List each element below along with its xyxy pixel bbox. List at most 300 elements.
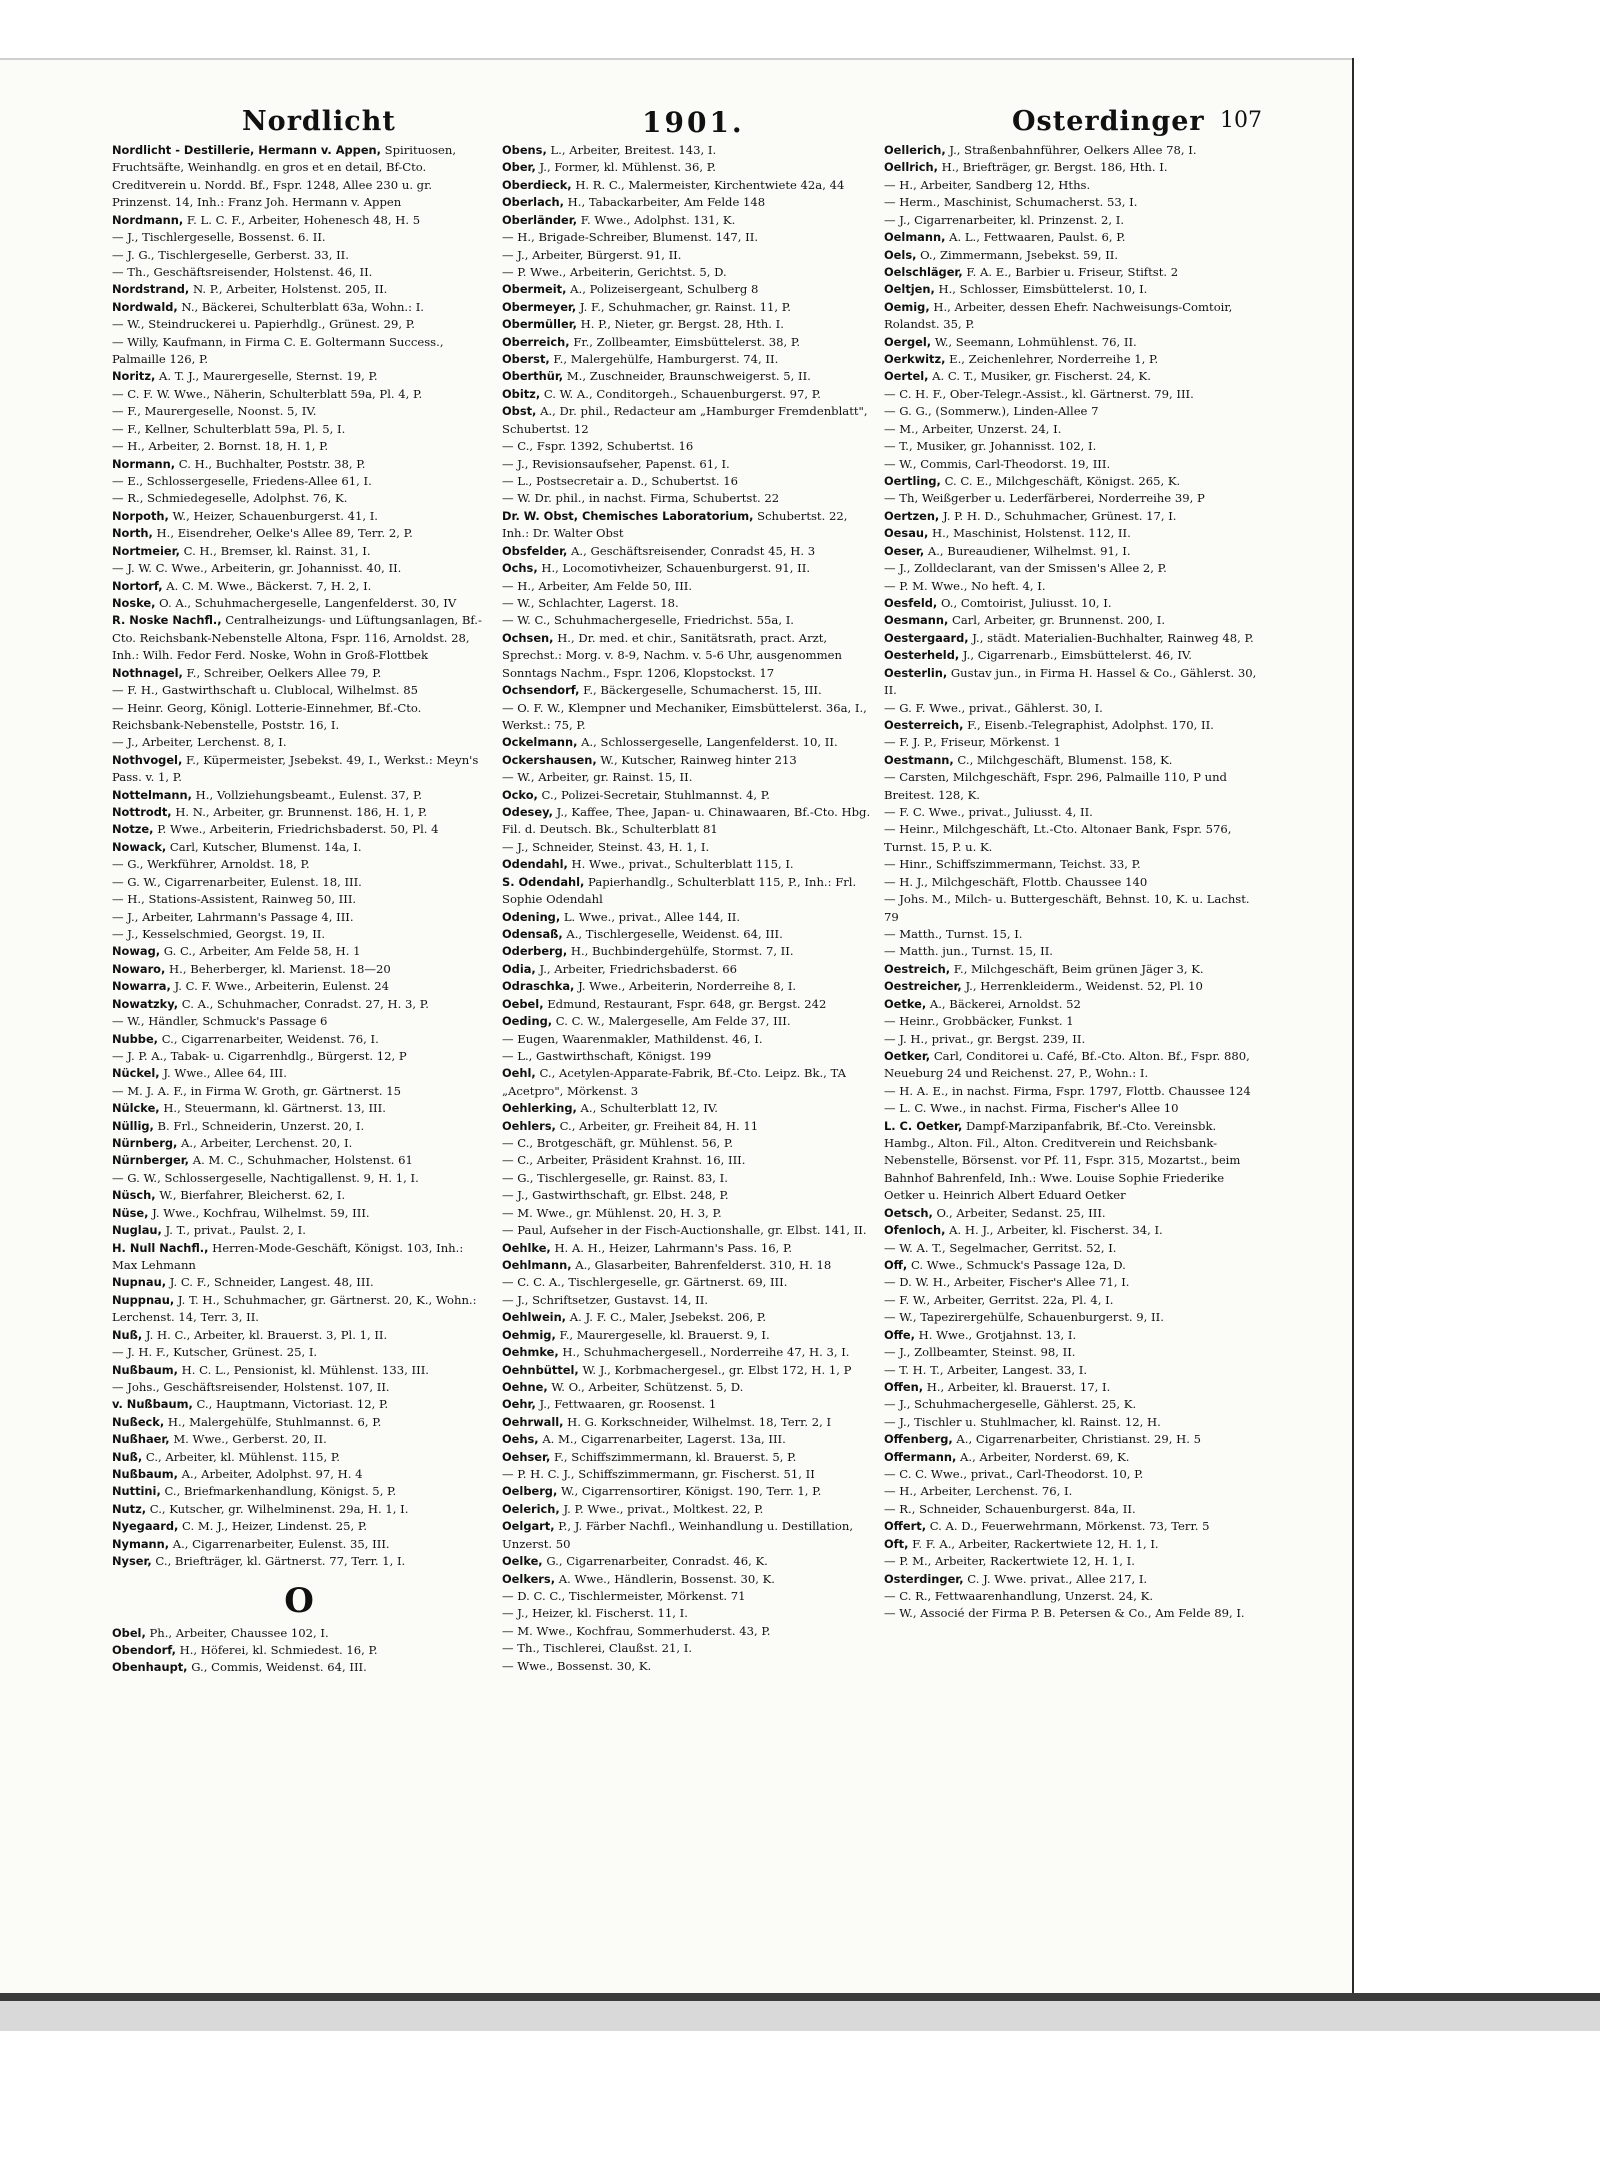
entry-details: H. C. L., Pensionist, kl. Mühlenst. 133, III. xyxy=(181,1362,429,1377)
entry-details: H., Höferei, kl. Schmiedest. 16, P. xyxy=(179,1643,378,1658)
entry-name: Oelerich, xyxy=(502,1501,560,1516)
entry-details: — J., Tischler u. Stuhlmacher, kl. Rainst. 12, H. xyxy=(884,1414,1161,1429)
entry-details: H. R. C., Malermeister, Kirchentwiete 42a, 44 xyxy=(575,177,845,192)
directory-entry xyxy=(502,194,876,211)
entry-name: Oberlach, xyxy=(502,195,564,210)
directory-entry xyxy=(502,787,876,804)
directory-entry xyxy=(112,264,486,281)
directory-entry xyxy=(502,229,876,246)
entry-name: Oehnbüttel, xyxy=(502,1362,579,1377)
directory-entry xyxy=(884,821,1258,856)
entry-details: O., Comtoirist, Juliusst. 10, I. xyxy=(940,595,1112,610)
entry-details: — M. Wwe., Kochfrau, Sommerhuderst. 43, P. xyxy=(502,1623,771,1638)
directory-entry xyxy=(502,874,876,909)
directory-entry xyxy=(884,1501,1258,1518)
directory-entry xyxy=(502,1588,876,1605)
directory-entry xyxy=(112,682,486,699)
entry-details: — G. F. Wwe., privat., Gählerst. 30, I. xyxy=(884,700,1103,715)
directory-entry xyxy=(884,247,1258,264)
entry-details: H. A. H., Heizer, Lahrmann's Pass. 16, P. xyxy=(554,1240,793,1255)
directory-entry xyxy=(884,665,1258,700)
entry-details: — P. Wwe., Arbeiterin, Gerichtst. 5, D. xyxy=(502,264,727,279)
directory-entry xyxy=(112,856,486,873)
entry-details: — M. Wwe., gr. Mühlenst. 20, H. 3, P. xyxy=(502,1205,722,1220)
directory-entry xyxy=(502,490,876,507)
entry-details: B. Frl., Schneiderin, Unzerst. 20, I. xyxy=(157,1118,365,1133)
entry-details: F., Bäckergeselle, Schumacherst. 15, III. xyxy=(583,683,822,698)
entry-name: Ochs, xyxy=(502,561,538,576)
entry-details: — J., Arbeiter, Lerchenst. 8, I. xyxy=(112,735,287,750)
entry-details: — Heinr. Georg, Königl. Lotterie-Einnehmer, Bf.-Cto. Reichsbank-Nebenstelle, Poststr. 16, I. xyxy=(112,700,422,732)
directory-entry xyxy=(112,1327,486,1344)
directory-entry xyxy=(884,752,1258,769)
directory-entry xyxy=(502,1309,876,1326)
directory-entry xyxy=(884,1414,1258,1431)
entry-details: — Herm., Maschinist, Schumacherst. 53, I. xyxy=(884,195,1138,210)
entry-details: H., Dr. med. et chir., Sanitätsrath, pract. Arzt, Sprechst.: Morg. v. 8-9, Nachm. v. 5-6 Uhr, ausgenommen Sonntags Nachm., Fspr. 1206, Klopstockst. 17 xyxy=(502,630,842,680)
entry-name: Nowag, xyxy=(112,944,161,959)
entry-details: — F. H., Gastwirthschaft u. Clublocal, Wilhelmst. 85 xyxy=(112,683,418,698)
entry-name: Oestergaard, xyxy=(884,630,969,645)
directory-entry xyxy=(112,368,486,385)
entry-name: Odening, xyxy=(502,909,561,924)
entry-name: v. Nußbaum, xyxy=(112,1397,193,1412)
entry-name: Nülcke, xyxy=(112,1101,160,1116)
entry-details: J. Wwe., Kochfrau, Wilhelmst. 59, III. xyxy=(152,1205,370,1220)
directory-entry xyxy=(502,159,876,176)
directory-entry xyxy=(884,1553,1258,1570)
entry-name: Odensaß, xyxy=(502,926,563,941)
directory-entry xyxy=(502,978,876,995)
entry-details: Gustav jun., in Firma H. Hassel & Co., Gählerst. 30, II. xyxy=(884,665,1257,698)
entry-details: H. G. Korkschneider, Wilhelmst. 18, Terr. 2, I xyxy=(567,1414,832,1429)
directory-entry xyxy=(502,996,876,1013)
entry-name: Oeser, xyxy=(884,543,925,558)
entry-details: — C., Arbeiter, Präsident Krahnst. 16, III. xyxy=(502,1153,746,1168)
entry-name: Offenberg, xyxy=(884,1432,953,1447)
directory-entry xyxy=(884,1274,1258,1291)
entry-details: — M. J. A. F., in Firma W. Groth, gr. Gärtnerst. 15 xyxy=(112,1083,401,1098)
directory-entry xyxy=(884,612,1258,629)
directory-entry xyxy=(502,456,876,473)
entry-details: — D. C. C., Tischlermeister, Mörkenst. 71 xyxy=(502,1589,746,1604)
entry-details: — Th., Tischlerei, Claußst. 21, I. xyxy=(502,1641,693,1656)
entry-name: Oesmann, xyxy=(884,613,949,628)
directory-entry xyxy=(502,752,876,769)
entry-details: J., Former, kl. Mühlenst. 36, P. xyxy=(539,160,716,175)
entry-name: Nowack, xyxy=(112,839,167,854)
directory-entry xyxy=(112,456,486,473)
directory-entry xyxy=(884,543,1258,560)
entry-details: — W. A. T., Segelmacher, Gerritst. 52, I. xyxy=(884,1240,1117,1255)
entry-name: Normann, xyxy=(112,456,176,471)
entry-details: — Matth., Turnst. 15, I. xyxy=(884,926,1023,941)
entry-name: Nüse, xyxy=(112,1205,149,1220)
entry-details: P. Wwe., Arbeiterin, Friedrichsbaderst. 50, Pl. 4 xyxy=(157,822,439,837)
directory-entry xyxy=(884,1292,1258,1309)
entry-details: Dampf-Marzipanfabrik, Bf.-Cto. Vereinsbk. Hambg., Alton. Fil., Alton. Creditverein und Reichsbank-Nebenstelle, Börsenst. vor Pf. 11, Fspr. 315, Mozartst., beim Bahnhof Bahrenfeld, Inh.: Wwe. Louise Sophie Friederike Oetker u. Heinrich Albert Eduard Oetker xyxy=(884,1118,1241,1203)
entry-details: — H., Stations-Assistent, Rainweg 50, III. xyxy=(112,892,357,907)
directory-entry xyxy=(502,403,876,438)
entry-name: Obermüller, xyxy=(502,317,577,332)
directory-entry xyxy=(112,229,486,246)
entry-details: — J., Cigarrenarbeiter, kl. Prinzenst. 2, I. xyxy=(884,212,1125,227)
directory-entry xyxy=(884,1396,1258,1413)
directory-entry xyxy=(884,368,1258,385)
entry-name: Oelmann, xyxy=(884,230,946,245)
directory-entry xyxy=(884,1379,1258,1396)
entry-name: H. Null Nachfl., xyxy=(112,1240,209,1255)
entry-details: — J. W. C. Wwe., Arbeiterin, gr. Johannisst. 40, II. xyxy=(112,561,402,576)
entry-name: Obens, xyxy=(502,143,547,157)
directory-entry xyxy=(502,1344,876,1361)
directory-entry xyxy=(502,473,876,490)
entry-details: — Hinr., Schiffszimmermann, Teichst. 33, P. xyxy=(884,857,1141,872)
entry-name: Oesterlin, xyxy=(884,665,948,680)
entry-name: Oellrich, xyxy=(884,160,938,175)
directory-entry xyxy=(884,177,1258,194)
directory-entry xyxy=(502,316,876,333)
directory-entry xyxy=(112,247,486,264)
directory-entry xyxy=(884,630,1258,647)
entry-details: — W., Händler, Schmuck's Passage 6 xyxy=(112,1014,328,1029)
entry-details: — T. H. T., Arbeiter, Langest. 33, I. xyxy=(884,1362,1088,1377)
directory-entry xyxy=(884,1466,1258,1483)
directory-entry xyxy=(884,264,1258,281)
scan-bottom-margin xyxy=(0,2001,1600,2031)
directory-entry xyxy=(884,299,1258,334)
entry-details: — W. Dr. phil., in nachst. Firma, Schubertst. 22 xyxy=(502,491,780,506)
entry-details: C. M. J., Heizer, Lindenst. 25, P. xyxy=(182,1519,368,1534)
entry-details: A., Bäckerei, Arnoldst. 52 xyxy=(929,996,1081,1011)
directory-entry xyxy=(884,996,1258,1013)
entry-details: H. Wwe., Grotjahnst. 13, I. xyxy=(918,1327,1077,1342)
entry-name: Oehlke, xyxy=(502,1240,551,1255)
directory-entry xyxy=(884,194,1258,211)
directory-entry xyxy=(112,316,486,333)
directory-entry xyxy=(112,1292,486,1327)
entry-name: Nußeck, xyxy=(112,1414,165,1429)
entry-details: H., Tabackarbeiter, Am Felde 148 xyxy=(567,195,766,210)
directory-entry xyxy=(112,543,486,560)
entry-name: Nußbaum, xyxy=(112,1467,178,1482)
entry-details: — W., Tapezirergehülfe, Schauenburgerst. 9, II. xyxy=(884,1310,1164,1325)
directory-entry xyxy=(502,1257,876,1274)
entry-name: Ober, xyxy=(502,160,536,175)
directory-entry xyxy=(502,368,876,385)
entry-name: Oberdieck, xyxy=(502,177,572,192)
directory-entry xyxy=(502,334,876,351)
directory-entry xyxy=(502,1605,876,1622)
entry-details: C., Arbeiter, gr. Freiheit 84, H. 11 xyxy=(559,1118,759,1133)
directory-entry xyxy=(112,212,486,229)
entry-details: J. P. H. D., Schuhmacher, Grünest. 17, I. xyxy=(942,508,1177,523)
entry-details: J., Straßenbahnführer, Oelkers Allee 78, I. xyxy=(949,143,1197,157)
entry-details: — H. A. E., in nachst. Firma, Fspr. 1797, Flottb. Chaussee 124 xyxy=(884,1083,1251,1098)
entry-details: J. C. F., Schneider, Langest. 48, III. xyxy=(169,1275,374,1290)
entry-details: C. A., Schuhmacher, Conradst. 27, H. 3, P. xyxy=(181,996,429,1011)
entry-name: Oehrwall, xyxy=(502,1414,564,1429)
entry-details: — O. F. W., Klempner und Mechaniker, Eimsbüttelerst. 36a, I., Werkst.: 75, P. xyxy=(502,700,867,732)
entry-details: — Paul, Aufseher in der Fisch-Auctionshalle, gr. Elbst. 141, II. xyxy=(502,1223,867,1238)
entry-name: Nupnau, xyxy=(112,1275,167,1290)
entry-details: H., Locomotivheizer, Schauenburgerst. 91, II. xyxy=(541,561,811,576)
entry-details: J. Wwe., Allee 64, III. xyxy=(163,1066,287,1081)
directory-entry xyxy=(884,1327,1258,1344)
entry-details: — F. W., Arbeiter, Gerritst. 22a, Pl. 4, I. xyxy=(884,1292,1114,1307)
directory-entry xyxy=(112,421,486,438)
directory-entry xyxy=(112,142,486,212)
entry-details: C. H., Buchhalter, Poststr. 38, P. xyxy=(178,456,366,471)
entry-details: — Johs., Geschäftsreisender, Holstenst. 107, II. xyxy=(112,1379,390,1394)
directory-entry xyxy=(884,961,1258,978)
entry-name: Oberländer, xyxy=(502,212,578,227)
entry-name: Nückel, xyxy=(112,1066,160,1081)
directory-entry xyxy=(502,1483,876,1500)
entry-name: Oesterreich, xyxy=(884,717,964,732)
directory-entry xyxy=(884,1571,1258,1588)
entry-details: H., Vollziehungsbeamt., Eulenst. 37, P. xyxy=(195,787,423,802)
directory-entry xyxy=(502,1292,876,1309)
directory-entry xyxy=(112,1187,486,1204)
entry-details: — T., Musiker, gr. Johannisst. 102, I. xyxy=(884,439,1097,454)
directory-entry xyxy=(112,1659,486,1676)
entry-details: A. H. J., Arbeiter, kl. Fischerst. 34, I. xyxy=(949,1223,1163,1238)
entry-details: F., Milchgeschäft, Beim grünen Jäger 3, K. xyxy=(953,961,1204,976)
entry-name: Osterdinger, xyxy=(884,1571,964,1586)
entry-details: J. H. C., Arbeiter, kl. Brauerst. 3, Pl. 1, II. xyxy=(145,1327,388,1342)
entry-details: — H. J., Milchgeschäft, Flottb. Chaussee 140 xyxy=(884,874,1148,889)
directory-entry xyxy=(112,1031,486,1048)
directory-entry xyxy=(502,1240,876,1257)
entry-name: Oetsch, xyxy=(884,1205,933,1220)
entry-details: — F. C. Wwe., privat., Juliusst. 4, II. xyxy=(884,805,1093,820)
directory-entry xyxy=(884,647,1258,664)
entry-name: Oesau, xyxy=(884,526,929,541)
directory-entry xyxy=(502,1396,876,1413)
entry-details: — W., Schlachter, Lagerst. 18. xyxy=(502,595,679,610)
entry-name: Offert, xyxy=(884,1519,927,1534)
directory-entry xyxy=(884,159,1258,176)
entry-name: S. Odendahl, xyxy=(502,874,585,889)
directory-entry xyxy=(502,212,876,229)
entry-details: F., Malergehülfe, Hamburgerst. 74, II. xyxy=(553,352,779,367)
entry-details: — J., Arbeiter, Bürgerst. 91, II. xyxy=(502,247,682,262)
entry-name: Dr. W. Obst, Chemisches Laboratorium, xyxy=(502,508,754,523)
entry-name: Ochsendorf, xyxy=(502,683,580,698)
entry-name: Oehser, xyxy=(502,1449,551,1464)
entry-details: — J., Schuhmachergeselle, Gählerst. 25, K. xyxy=(884,1397,1137,1412)
entry-name: Nordlicht - Destillerie, Hermann v. Appen, xyxy=(112,143,381,157)
directory-entry xyxy=(112,299,486,316)
entry-name: Odendahl, xyxy=(502,857,568,872)
entry-name: Oertling, xyxy=(884,474,941,489)
entry-details: C., Briefmarkenhandlung, Königst. 5, P. xyxy=(164,1484,397,1499)
entry-name: Oelke, xyxy=(502,1554,543,1569)
entry-details: H., Schuhmachergesell., Norderreihe 47, H. 3, I. xyxy=(562,1345,850,1360)
entry-details: H., Steuermann, kl. Gärtnerst. 13, III. xyxy=(163,1101,386,1116)
directory-entry xyxy=(112,665,486,682)
entry-details: F., Maurergeselle, kl. Brauerst. 9, I. xyxy=(559,1327,770,1342)
entry-details: — G., Werkführer, Arnoldst. 18, P. xyxy=(112,857,310,872)
entry-details: — H., Arbeiter, Sandberg 12, Hths. xyxy=(884,177,1091,192)
directory-entry xyxy=(884,891,1258,926)
directory-entry xyxy=(112,1625,486,1642)
entry-name: Oelschläger, xyxy=(884,264,963,279)
directory-entry xyxy=(112,578,486,595)
entry-details: — G., Tischlergeselle, gr. Rainst. 83, I. xyxy=(502,1170,728,1185)
entry-details: Papierhandlg., Schulterblatt 115, P., Inh.: Frl. Sophie Odendahl xyxy=(502,874,857,907)
entry-details: C., Hauptmann, Victoriast. 12, P. xyxy=(196,1397,389,1412)
entry-details: J., städt. Materialien-Buchhalter, Rainweg 48, P. xyxy=(972,630,1254,645)
entry-name: Oehlmann, xyxy=(502,1258,572,1272)
directory-entry xyxy=(112,334,486,369)
directory-entry xyxy=(884,403,1258,420)
entry-details: — W., Commis, Carl-Theodorst. 19, III. xyxy=(884,456,1111,471)
directory-entry xyxy=(884,142,1258,159)
entry-details: J. T., privat., Paulst. 2, I. xyxy=(165,1223,306,1238)
entry-name: Nuß, xyxy=(112,1327,143,1342)
entry-name: Oehl, xyxy=(502,1066,536,1081)
directory-entry xyxy=(112,1170,486,1187)
entry-name: Oehmke, xyxy=(502,1345,559,1360)
entry-name: Odia, xyxy=(502,961,536,976)
entry-name: Oberthür, xyxy=(502,369,564,384)
directory-entry xyxy=(112,1379,486,1396)
entry-details: C. J. Wwe. privat., Allee 217, I. xyxy=(967,1571,1148,1586)
entry-details: — J., Schneider, Steinst. 43, H. 1, I. xyxy=(502,839,710,854)
directory-entry xyxy=(884,421,1258,438)
entry-details: W. O., Arbeiter, Schützenst. 5, D. xyxy=(551,1379,744,1394)
entry-name: Nüllig, xyxy=(112,1118,154,1133)
directory-entry xyxy=(112,909,486,926)
entry-details: — F., Maurergeselle, Noonst. 5, IV. xyxy=(112,404,317,419)
directory-entry xyxy=(112,700,486,735)
directory-entry xyxy=(884,769,1258,804)
running-header xyxy=(112,106,1262,140)
directory-entry xyxy=(502,856,876,873)
directory-entry xyxy=(884,943,1258,960)
entry-details: J., Arbeiter, Friedrichsbaderst. 66 xyxy=(539,961,737,976)
directory-entry xyxy=(112,1274,486,1291)
scan-top-edge xyxy=(0,58,1352,60)
directory-entry xyxy=(502,1152,876,1169)
directory-entry xyxy=(502,595,876,612)
entry-details: H., Maschinist, Holstenst. 112, II. xyxy=(932,526,1131,541)
entry-details: Carl, Conditorei u. Café, Bf.-Cto. Alton. Bf., Fspr. 880, Neueburg 24 und Reichenst. 27, P., Wohn.: I. xyxy=(884,1048,1250,1081)
entry-name: Ocko, xyxy=(502,787,538,802)
entry-name: Nothvogel, xyxy=(112,752,183,767)
directory-entry xyxy=(884,1536,1258,1553)
entry-name: Oebel, xyxy=(502,996,544,1011)
entry-details: O., Arbeiter, Sedanst. 25, III. xyxy=(936,1205,1106,1220)
directory-entry xyxy=(112,1396,486,1413)
directory-entry xyxy=(884,473,1258,490)
entry-name: Oehlerking, xyxy=(502,1101,577,1116)
directory-entry xyxy=(884,1205,1258,1222)
directory-entry xyxy=(112,891,486,908)
directory-entry xyxy=(112,874,486,891)
entry-details: P., J. Färber Nachfl., Weinhandlung u. Destillation, Unzerst. 50 xyxy=(502,1519,854,1551)
entry-details: — G. W., Cigarrenarbeiter, Eulenst. 18, III. xyxy=(112,874,362,889)
entry-details: C. W. A., Conditorgeh., Schauenburgerst. 97, P. xyxy=(543,386,821,401)
entry-name: Nortorf, xyxy=(112,578,163,593)
entry-details: — J., Revisionsaufseher, Papenst. 61, I. xyxy=(502,456,730,471)
directory-entry xyxy=(112,1642,486,1659)
directory-entry xyxy=(502,177,876,194)
entry-name: Nordmann, xyxy=(112,212,184,227)
entry-details: — D. W. H., Arbeiter, Fischer's Allee 71, I. xyxy=(884,1275,1130,1290)
entry-details: C., Cigarrenarbeiter, Weidenst. 76, I. xyxy=(161,1031,379,1046)
entry-details: N., Bäckerei, Schulterblatt 63a, Wohn.: I. xyxy=(181,299,424,314)
directory-entry xyxy=(884,578,1258,595)
entry-details: A., Cigarrenarbeiter, Eulenst. 35, III. xyxy=(172,1536,390,1551)
directory-entry xyxy=(112,821,486,838)
entry-details: A., Arbeiter, Lerchenst. 20, I. xyxy=(181,1136,353,1151)
entry-details: Edmund, Restaurant, Fspr. 648, gr. Bergst. 242 xyxy=(547,996,827,1011)
entry-details: — C. H. F., Ober-Telegr.-Assist., kl. Gärtnerst. 79, III. xyxy=(884,386,1194,401)
entry-name: Obel, xyxy=(112,1625,146,1640)
entry-details: C. Wwe., Schmuck's Passage 12a, D. xyxy=(910,1258,1126,1272)
entry-details: A., Geschäftsreisender, Conradst 45, H. 3 xyxy=(571,543,816,558)
entry-details: L. Wwe., privat., Allee 144, II. xyxy=(563,909,741,924)
entry-details: C., Arbeiter, kl. Mühlenst. 115, P. xyxy=(145,1449,340,1464)
entry-details: — M., Arbeiter, Unzerst. 24, I. xyxy=(884,421,1062,436)
entry-details: — Th, Weißgerber u. Lederfärberei, Norderreihe 39, P xyxy=(884,491,1205,506)
directory-entry xyxy=(112,1501,486,1518)
entry-name: Nuglau, xyxy=(112,1223,162,1238)
directory-entry xyxy=(112,996,486,1013)
directory-entry xyxy=(112,804,486,821)
directory-entry xyxy=(502,1553,876,1570)
directory-entry xyxy=(502,578,876,595)
entry-details: — H., Arbeiter, Lerchenst. 76, I. xyxy=(884,1484,1073,1499)
entry-name: Obermeit, xyxy=(502,282,567,297)
directory-entry xyxy=(112,560,486,577)
directory-entry xyxy=(502,560,876,577)
entry-name: Oehs, xyxy=(502,1432,539,1447)
directory-entry xyxy=(112,1466,486,1483)
entry-details: J., Herrenkleiderm., Weidenst. 52, Pl. 10 xyxy=(965,979,1203,994)
directory-entry xyxy=(502,299,876,316)
entry-details: — C. C. A., Tischlergeselle, gr. Gärtnerst. 69, III. xyxy=(502,1275,788,1290)
entry-details: J. Wwe., Arbeiterin, Norderreihe 8, I. xyxy=(578,979,797,994)
entry-details: W., Heizer, Schauenburgerst. 41, I. xyxy=(172,508,378,523)
directory-entry xyxy=(502,1205,876,1222)
entry-name: Ofenloch, xyxy=(884,1223,946,1238)
entry-name: Offermann, xyxy=(884,1449,957,1464)
directory-entry xyxy=(502,1431,876,1448)
directory-entry xyxy=(112,403,486,420)
directory-entry xyxy=(112,1065,486,1082)
directory-entry xyxy=(502,1048,876,1065)
directory-entry xyxy=(502,1466,876,1483)
entry-details: A., Arbeiter, Norderst. 69, K. xyxy=(960,1449,1130,1464)
entry-name: R. Noske Nachfl., xyxy=(112,613,222,628)
entry-details: — Wwe., Bossenst. 30, K. xyxy=(502,1658,652,1673)
entry-details: — P. H. C. J., Schiffszimmermann, gr. Fischerst. 51, II xyxy=(502,1467,815,1482)
entry-name: Oehlers, xyxy=(502,1118,556,1133)
entry-details: F. F. A., Arbeiter, Rackertwiete 12, H. 1, I. xyxy=(912,1536,1159,1551)
entry-details: — Matth. jun., Turnst. 15, II. xyxy=(884,944,1053,959)
directory-entry xyxy=(502,508,876,543)
entry-name: Oesfeld, xyxy=(884,595,938,610)
entry-name: Nottrodt, xyxy=(112,805,172,820)
entry-details: H. N., Arbeiter, gr. Brunnenst. 186, H. 1, P. xyxy=(175,805,428,820)
entry-details: A., Arbeiter, Adolphst. 97, H. 4 xyxy=(181,1467,363,1482)
directory-entry xyxy=(884,1362,1258,1379)
entry-name: Oelkers, xyxy=(502,1571,556,1586)
